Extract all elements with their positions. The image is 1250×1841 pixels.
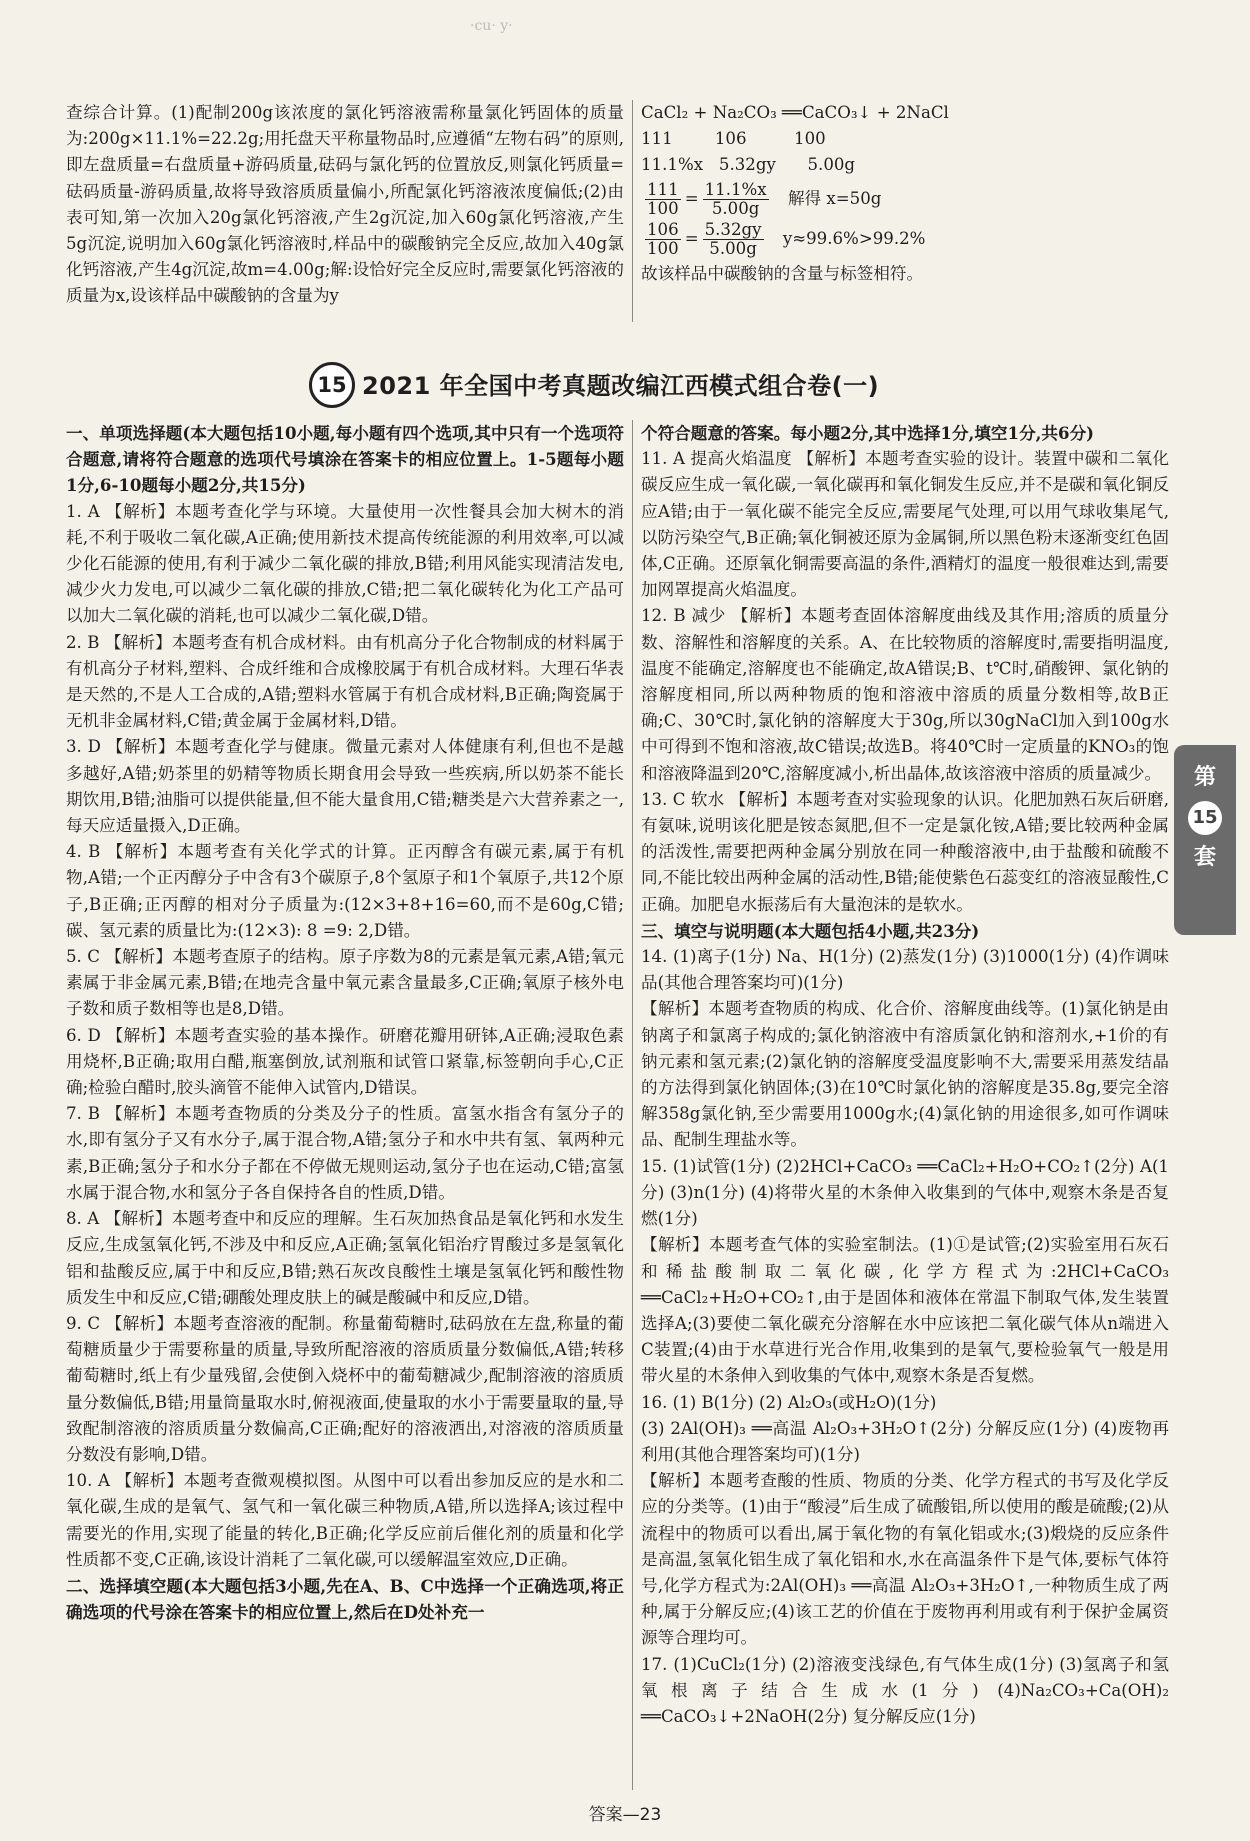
answer-item: 10. A 【解析】本题考查微观模拟图。从图中可以看出参加反应的是水和二氧化碳,生成的是氧气、氢气和一氧化碳三种物质,A错,所以选择A;该过程中需要光的作用,实现了能量的转化,B正确;化学反应前后催化剂的质量和化学性质都不变,C正确,该设计消耗了二氧化碳,可以缓解温室效应,D正确。: [66, 1471, 624, 1569]
tab-number-circle: 15: [1188, 801, 1222, 835]
tab-char-2: 套: [1193, 845, 1216, 870]
fraction-left-1: $\frac{111}{100}$: [647, 179, 679, 218]
answer-item: 11. A 提高火焰温度 【解析】本题考查实验的设计。装置中碳和二氧化碳反应生成一氧化碳,一氧化碳再和氧化铜发生反应,并不是碳和氧化铜反应A错;由于一氧化碳不能完全反应,需要尾气处理,可以用气球收集尾气,以防污染空气,B正确;氧化铜被还原为金属铜,所以黑色粉末逐渐变红色固体,C正确。还原氧化铜需要高温的条件,酒精灯的温度一般很难达到,需要加网罩提高火焰温度。: [641, 449, 1169, 600]
paper-title: 2021 年全国中考真题改编江西模式组合卷(一): [362, 372, 880, 400]
section-heading: 二、选择填空题(本大题包括3小题,先在A、B、C中选择一个正确选项,将正确选项的代号涂在答案卡的相应位置上,然后在D处补充一: [66, 1575, 624, 1623]
answer-item: 8. A 【解析】本题考查中和反应的理解。生石灰加热食品是氧化钙和水发生反应,生成氢氧化钙,不涉及中和反应,A正确;氢氧化铝治疗胃酸过多是氢氧化铝和盐酸反应,属于中和反应,B错;熟石灰改良酸性土壤是氢氧化钙和酸性物质发生中和反应,C错;硼酸处理皮肤上的碱是酸碱中和反应,D错。: [66, 1209, 624, 1307]
answer-item: 16. (1) B(1分) (2) Al₂O₃(或H₂O)(1分): [641, 1392, 937, 1412]
continued-solution-text: 查综合计算。(1)配制200g该浓度的氯化钙溶液需称量氯化钙固体的质量为:200g×11.1%=22.2g;用托盘天平称量物品时,应遵循“左物右码”的原则,即左盘质量=右盘质量+游码质量,砝码与氯化钙的位置放反,则氯化钙质量=砝码质量-游码质量,故将导致溶质质量偏小,所配氯化钙溶液浓度偏低;(2)由表可知,第一次加入20g氯化钙溶液,产生2g沉淀,加入60g氯化钙溶液,产生5g沉淀,说明加入60g氯化钙溶液时,样品中的碳酸钠完全反应,故加入40g氯化钙溶液,产生4g沉淀,故m=4.00g;解:设恰好完全反应时,需要氯化钙溶液的质量为x,设该样品中碳酸钠的含量为y: [66, 103, 624, 306]
section-heading: 三、填空与说明题(本大题包括4小题,共23分): [641, 920, 980, 941]
answer-item: 【解析】本题考查物质的构成、化合价、溶解度曲线等。(1)氯化钠是由钠离子和氯离子构成的;氯化钠溶液中有溶质氯化钠和溶剂水,+1价的有钠元素和氢元素;(2)氯化钠的溶解度受温度影响不大,需要采用蒸发结晶的方法得到氯化钠固体;(3)在10℃时氯化钠的溶解度是35.8g,要完全溶解358g氯化钠,至少需要用1000g水;(4)氯化钠的用途很多,如可作调味品、配制生理盐水等。: [641, 999, 1169, 1150]
answer-item: (3) 2Al(OH)₃ ══高温 Al₂O₃+3H₂O↑(2分) 分解反应(1分) (4)废物再利用(其他合理答案均可)(1分): [641, 1418, 1169, 1464]
paper-title-bar: [0, 360, 1250, 408]
conclusion-text: 故该样品中碳酸钠的含量与标签相符。: [641, 263, 924, 283]
equation-line: CaCl₂ + Na₂CO₃ ══CaCO₃↓ + 2NaCl: [641, 103, 949, 122]
fraction-row-2: $\frac{106}{100}$ = $\frac{5.32gy}{5.00g}$ y≈99.6%>99.2%: [647, 219, 926, 258]
answer-item: 9. C 【解析】本题考查溶液的配制。称量葡萄糖时,砝码放在左盘,称量的葡萄糖质量少于需要称量的质量,导致所配溶液的溶质质量分数偏低,A错;转移葡萄糖时,纸上有少量残留,会使倒入烧杯中的葡萄糖减少,配制溶液的溶质质量分数偏低,B错;用量筒量取水时,俯视液面,使量取的水小于需要量取的量,导致配制溶液的溶质质量分数偏高,C正确;配好的溶液洒出,对溶液的溶质质量分数没有影响,D错。: [66, 1313, 624, 1464]
answer-item: 【解析】本题考查气体的实验室制法。(1)①是试管;(2)实验室用石灰石和稀盐酸制取二氧化碳,化学方程式为:2HCl+CaCO₃ ══CaCl₂+H₂O+CO₂↑,由于是固体和液体在常温下制取气体,发生装置选择A;(3)要使二氧化碳充分溶解在水中应该把二氧化碳气体从n端进入C装置;(4)由于水草进行光合作用,收集到的是氧气,要检验氧气一般是用带火星的木条伸入到收集的气体中,观察木条是否复燃。: [641, 1235, 1169, 1386]
page-number: 答案—23: [588, 1805, 662, 1825]
answer-item: 5. C 【解析】本题考查原子的结构。原子序数为8的元素是氧元素,A错;氧元素属于非金属元素,B错;在地壳含量中氧元素含量最多,C正确;氧原子核外电子数和质子数相等也是8,D错。: [66, 947, 624, 1019]
answer-item: 13. C 软水 【解析】本题考查对实验现象的认识。化肥加熟石灰后研磨,有氨味,说明该化肥是铵态氮肥,但不一定是氯化铵,A错;要比较两种金属的活泼性,需要把两种金属分别放在同一种酸溶液中,由于盐酸和硫酸不同,不能比较出两种金属的活动性,B错;能使紫色石蕊变红的溶液显酸性,C正确。加肥皂水振荡后有大量泡沫的是软水。: [641, 789, 1169, 914]
answer-item: 3. D 【解析】本题考查化学与健康。微量元素对人体健康有利,但也不是越多越好,A错;奶茶里的奶精等物质长期食用会导致一些疾病,所以奶茶不能长期饮用,B错;油脂可以提供能量,但不能大量食用,C错;糖类是六大营养素之一,每天应适量摄入,D正确。: [66, 737, 624, 836]
section-heading: 个符合题意的答案。每小题2分,其中选择1分,填空1分,共6分): [641, 423, 1095, 443]
left-answer-column: [66, 420, 624, 1625]
set-number-tab: [1174, 745, 1236, 935]
answer-item: 17. (1)CuCl₂(1分) (2)溶液变浅绿色,有气体生成(1分) (3)氢离子和氢氧根离子结合生成水(1分) (4)Na₂CO₃+Ca(OH)₂ ══CaCO₃↓+2NaOH(2分) 复分解反应(1分): [641, 1654, 1169, 1726]
section-heading: 一、单项选择题(本大题包括10小题,每小题有四个选项,其中只有一个选项符合题意,请将符合题意的选项代号填涂在答案卡的相应位置上。1-5题每小题1分,6-10题每小题2分,共15分): [66, 423, 624, 496]
answer-item: 1. A 【解析】本题考查化学与环境。大量使用一次性餐具会加大树木的消耗,不利于吸收二氧化碳,A正确;使用新技术提高传统能源的利用效率,可以减少化石能源的使用,有利于减少二氧化碳的排放,B错;利用风能实现清洁发电,减少火力发电,可以减少二氧化碳的排放,C错;把二氧化碳转化为化工产品可以加大二氧化碳的消耗,也可以减少二氧化碳,D错。: [66, 501, 624, 626]
paper-number-badge: 15: [309, 362, 355, 408]
right-answer-column: [641, 420, 1169, 1730]
tab-char-1: 第: [1193, 765, 1216, 790]
result-x: 解得 x=50g: [787, 188, 882, 208]
answer-item: 2. B 【解析】本题考查有机合成材料。由有机高分子化合物制成的材料属于有机高分子材料,塑料、合成纤维和合成橡胶属于有机合成材料。大理石华表是天然的,不是人工合成的,A错;塑料水管属于有机合成材料,B正确;陶瓷属于无机非金属材料,C错;黄金属于金属材料,D错。: [66, 632, 624, 731]
header-faint-text: ·cu· y·: [470, 18, 513, 34]
answer-item: 14. (1)离子(1分) Na、H(1分) (2)蒸发(1分) (3)1000(1分) (4)作调味品(其他合理答案均可)(1分): [641, 947, 1169, 993]
answer-item: 4. B 【解析】本题考查有关化学式的计算。正丙醇含有碳元素,属于有机物,A错;一个正丙醇分子中含有3个碳原子,8个氢原子和1个氧原子,共12个原子,B正确;正丙醇的相对分子质量为:(12×3+8+16=60,而不是60g,C错;碳、氢元素的质量比为:(12×3): 8 =9: 2,D错。: [66, 842, 624, 940]
answer-item: 12. B 减少 【解析】本题考查固体溶解度曲线及其作用;溶质的质量分数、溶解性和溶解度的关系。A、在比较物质的溶解度时,需要指明温度,温度不能确定,溶解度也不能确定,故A错误;B、t℃时,硝酸钾、氯化钠的溶解度相同,所以两种物质的饱和溶液中溶质的质量分数相等,故B正确;C、30℃时,氯化钠的溶解度大于30g,所以30gNaCl加入到100g水中可得到不饱和溶液,故C错误;故选B。将40℃时一定质量的KNO₃的饱和溶液降温到20℃,溶解度减小,析出晶体,故该溶液中溶质的质量减少。: [641, 606, 1169, 783]
fraction-right-1: $\frac{11.1\%x}{5.00g}$: [704, 179, 767, 218]
top-divider: [632, 100, 633, 322]
fraction-right-2: $\frac{5.32gy}{5.00g}$: [704, 219, 762, 258]
fraction-row-1: $\frac{111}{100}$ = $\frac{11.1\%x}{5.00g}$ 解得 x=50g: [647, 179, 882, 218]
answer-item: 15. (1)试管(1分) (2)2HCl+CaCO₃ ══CaCl₂+H₂O+CO₂↑(2分) A(1分) (3)n(1分) (4)将带火星的木条伸入收集到的气体中,观察木条是否复燃(1分): [641, 1156, 1169, 1229]
molar-mass-line: 111 106 100: [641, 129, 826, 149]
fraction-left-2: $\frac{106}{100}$: [647, 219, 679, 258]
answer-item: 7. B 【解析】本题考查物质的分类及分子的性质。富氢水指含有氢分子的水,即有氢分子又有水分子,属于混合物,A错;氢分子和水中共有氢、氧两种元素,B正确;氢分子和水分子都在不停做无规则运动,氢分子也在运动,C错;富氢水属于混合物,水和氢分子各自保持各自的性质,D错。: [66, 1104, 624, 1202]
result-y: y≈99.6%>99.2%: [782, 228, 926, 248]
quantity-line: 11.1%x 5.32gy 5.00g: [641, 155, 856, 175]
top-right-calculation: [641, 100, 1189, 287]
answer-item: 6. D 【解析】本题考查实验的基本操作。研磨花瓣用研钵,A正确;浸取色素用烧杯,B正确;取用白醋,瓶塞倒放,试剂瓶和试管口紧靠,标签朝向手心,C正确;检验白醋时,胶头滴管不能伸入试管内,D错误。: [66, 1025, 624, 1098]
answer-item: 【解析】本题考查酸的性质、物质的分类、化学方程式的书写及化学反应的分类等。(1)由于“酸浸”后生成了硫酸铝,所以使用的酸是硫酸;(2)从流程中的物质可以看出,属于氧化物的有氧化铝或水;(3)煅烧的反应条件是高温,氢氧化铝生成了氧化铝和水,水在高温条件下是气体,要标气体符号,化学方程式为:2Al(OH)₃ ══高温 Al₂O₃+3H₂O↑,一种物质生成了两种,属于分解反应;(4)该工艺的价值在于废物再利用或有利于保护金属资源等合理均可。: [641, 1471, 1169, 1648]
column-divider: [632, 420, 633, 1790]
top-left-text: [66, 100, 624, 310]
